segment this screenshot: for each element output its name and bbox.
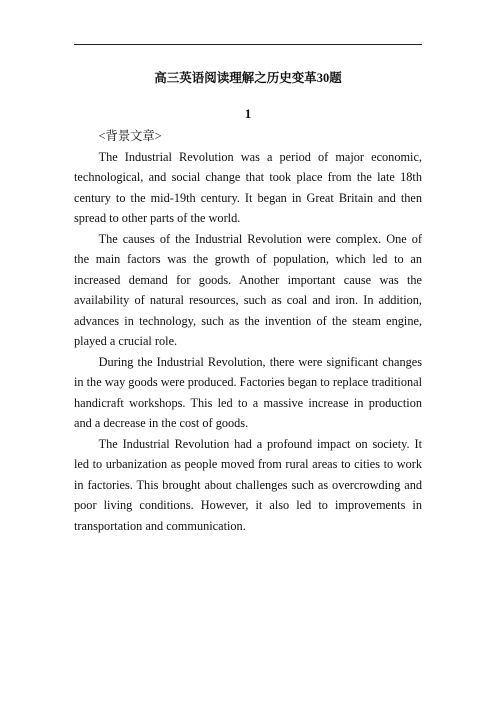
page-title: 高三英语阅读理解之历史变革30题 [154, 71, 342, 85]
article-paragraph-4: The Industrial Revolution had a profound impact on society. It led to urbanization as people moved from rural areas to cities to work in factories. This brought about challenges such as overcrowding and poor living conditions. However, it also led to improvements in transportation and communication. [74, 436, 422, 533]
article-paragraph-2: The causes of the Industrial Revolution were complex. One of the main factors was the growth of population, which led to an increased demand for goods. Another important cause was the availability of natural resources, such as coal and iron. In addition, advances in technology, such as the invention of the steam engine, played a crucial role. [74, 231, 422, 348]
article-paragraph-1: The Industrial Revolution was a period of major economic, technological, and social change that took place from the late 18th century to the mid-19th century. It began in Great Britain and then spread to other parts of the world. [74, 149, 422, 225]
article-body [74, 126, 422, 536]
section-number: 1 [244, 106, 252, 121]
header-rule [74, 44, 422, 45]
section-label: <背景文章> [98, 129, 162, 143]
article-paragraph-3: During the Industrial Revolution, there were significant changes in the way goods were produced. Factories began to replace traditional handicraft workshops. This led to a massive increase in production and a decrease in the cost of goods. [74, 354, 422, 430]
